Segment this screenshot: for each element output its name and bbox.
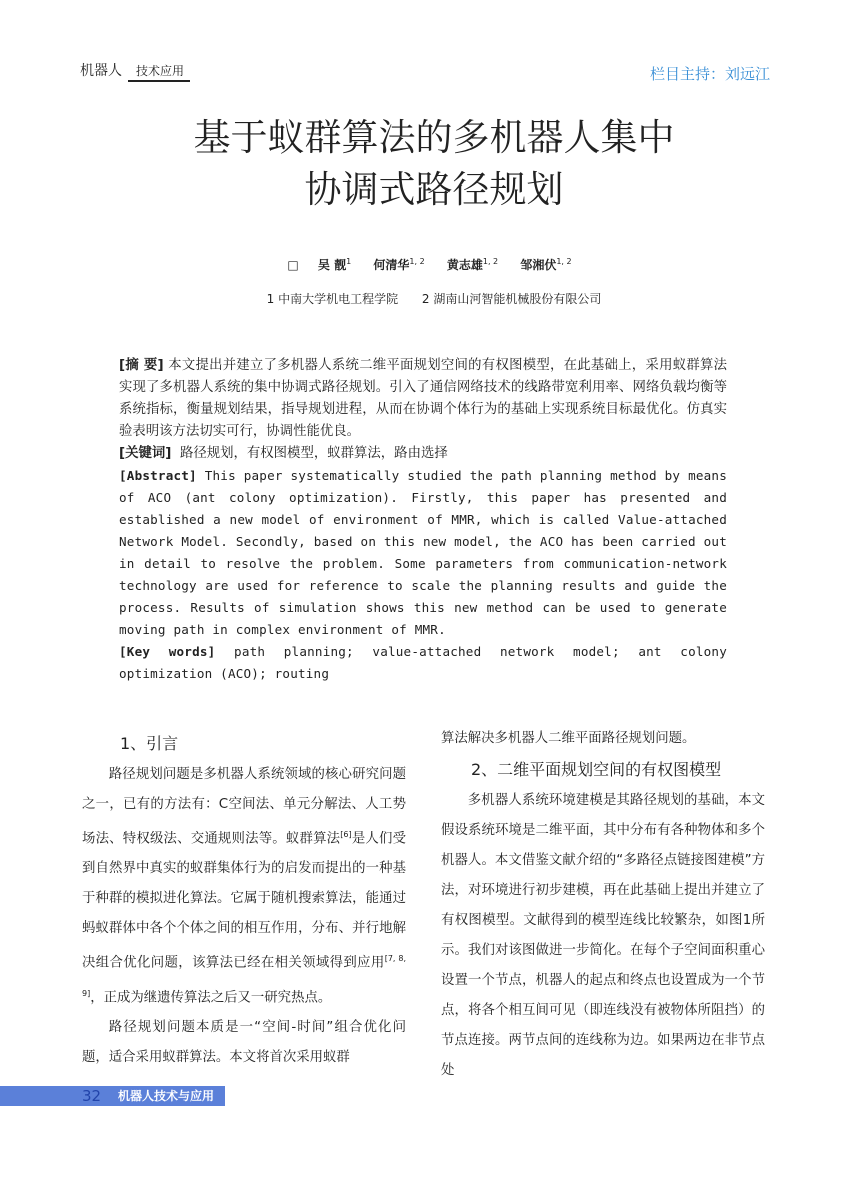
affiliations: [0, 290, 868, 307]
affiliation: 1 中南大学机电工程学院: [266, 292, 399, 306]
author-list: [0, 256, 868, 273]
abstract-block: [119, 355, 727, 685]
paragraph-continued: 算法解决多机器人二维平面路径规划问题。: [441, 731, 696, 746]
author: 吴 靓$^1$: [317, 257, 352, 272]
citation: [6]: [340, 830, 352, 839]
running-header: [80, 60, 190, 82]
page-footer: [0, 1086, 225, 1106]
abstract-en: [Abstract] This paper systematically studied the path planning method by means of ACO (ant colony optimization). Firstly, this paper has presented and established a new model of environment of MMR, which is called Value-attached Network Model. Secondly, based on this new model, the ACO has been carried out in detail to resolve the problem. Some parameters from communication-network technology are used for reference to scale the planning results and guide the process. Results of simulation shows this new method can be used to generate moving path in complex environment of MMR.: [119, 468, 727, 637]
affiliation: 2 湖南山河智能机械股份有限公司: [421, 292, 602, 306]
author: 黄志雄$^{1, 2}$: [446, 257, 499, 272]
page-number: 32: [82, 1087, 102, 1105]
keywords-cn: [关键词] 路径规划，有权图模型，蚁群算法，路由选择: [119, 446, 448, 461]
section-heading: 2、二维平面规划空间的有权图模型: [471, 760, 722, 779]
paragraph: 路径规划问题是多机器人系统领域的核心研究问题之一，已有的方法有：C空间法、单元分解法、人工势场法、特权级法、交通规则法等。蚁群算法[6]是人们受到自然界中真实的蚁群集体行为的启发而提出的一种基于种群的模拟进化算法。它属于随机搜索算法，能通过蚂蚁群体中各个个体之间的相互作用，分布、并行地解决组合优化问题，该算法已经在相关领域得到应用[7, 8, 9]，正成为继遗传算法之后又一研究热点。: [82, 767, 407, 1006]
body-column-right: [441, 724, 765, 1086]
title-line-1: 基于蚁群算法的多机器人集中: [193, 116, 675, 159]
author: 何清华$^{1, 2}$: [373, 257, 425, 272]
section-heading: 1、引言: [120, 734, 179, 753]
body-column-left: [82, 728, 406, 1073]
abstract-cn: [摘 要] 本文提出并建立了多机器人系统二维平面规划空间的有权图模型，在此基础上，采用蚁群算法实现了多机器人系统的集中协调式路径规划。引入了通信网络技术的线路带宽利用率、网络负载均衡等系统指标，衡量规划结果，指导规划进程，从而在协调个体行为的基础上实现系统目标最优化。仿真实验表明该方法切实可行，协调性能优良。: [119, 358, 728, 439]
section-name: 技术应用: [128, 62, 190, 82]
title-line-2: 协调式路径规划: [304, 168, 564, 211]
author-marker: □: [287, 258, 299, 272]
author: 邹湘伏$^{1, 2}$: [520, 257, 572, 272]
paragraph: 路径规划问题本质是一“空间-时间”组合优化问题，适合采用蚁群算法。本文将首次采用蚁群: [82, 1020, 406, 1066]
footer-journal: 机器人技术与应用: [118, 1089, 215, 1103]
journal-name: 机器人: [80, 63, 122, 79]
keywords-en: [Key words] path planning; value-attached network model; ant colony optimization (ACO); routing: [119, 644, 727, 681]
citation: [7, 8, 9]: [82, 954, 407, 998]
column-editor: 栏目主持：刘远江: [649, 65, 770, 83]
paragraph: 多机器人系统环境建模是其路径规划的基础，本文假设系统环境是二维平面，其中分布有各种物体和多个机器人。本文借鉴文献介绍的“多路径点链接图建模”方法，对环境进行初步建模，再在此基础上提出并建立了有权图模型。文献得到的模型连线比较繁杂，如图1所示。我们对该图做进一步简化。在每个子空间面积重心设置一个节点，机器人的起点和终点也设置成为一个节点，将各个相互间可见（即连线没有被物体所阻挡）的节点连接。两节点间的连线称为边。如果两边在非节点处: [441, 793, 765, 1078]
paper-title: [0, 112, 868, 216]
